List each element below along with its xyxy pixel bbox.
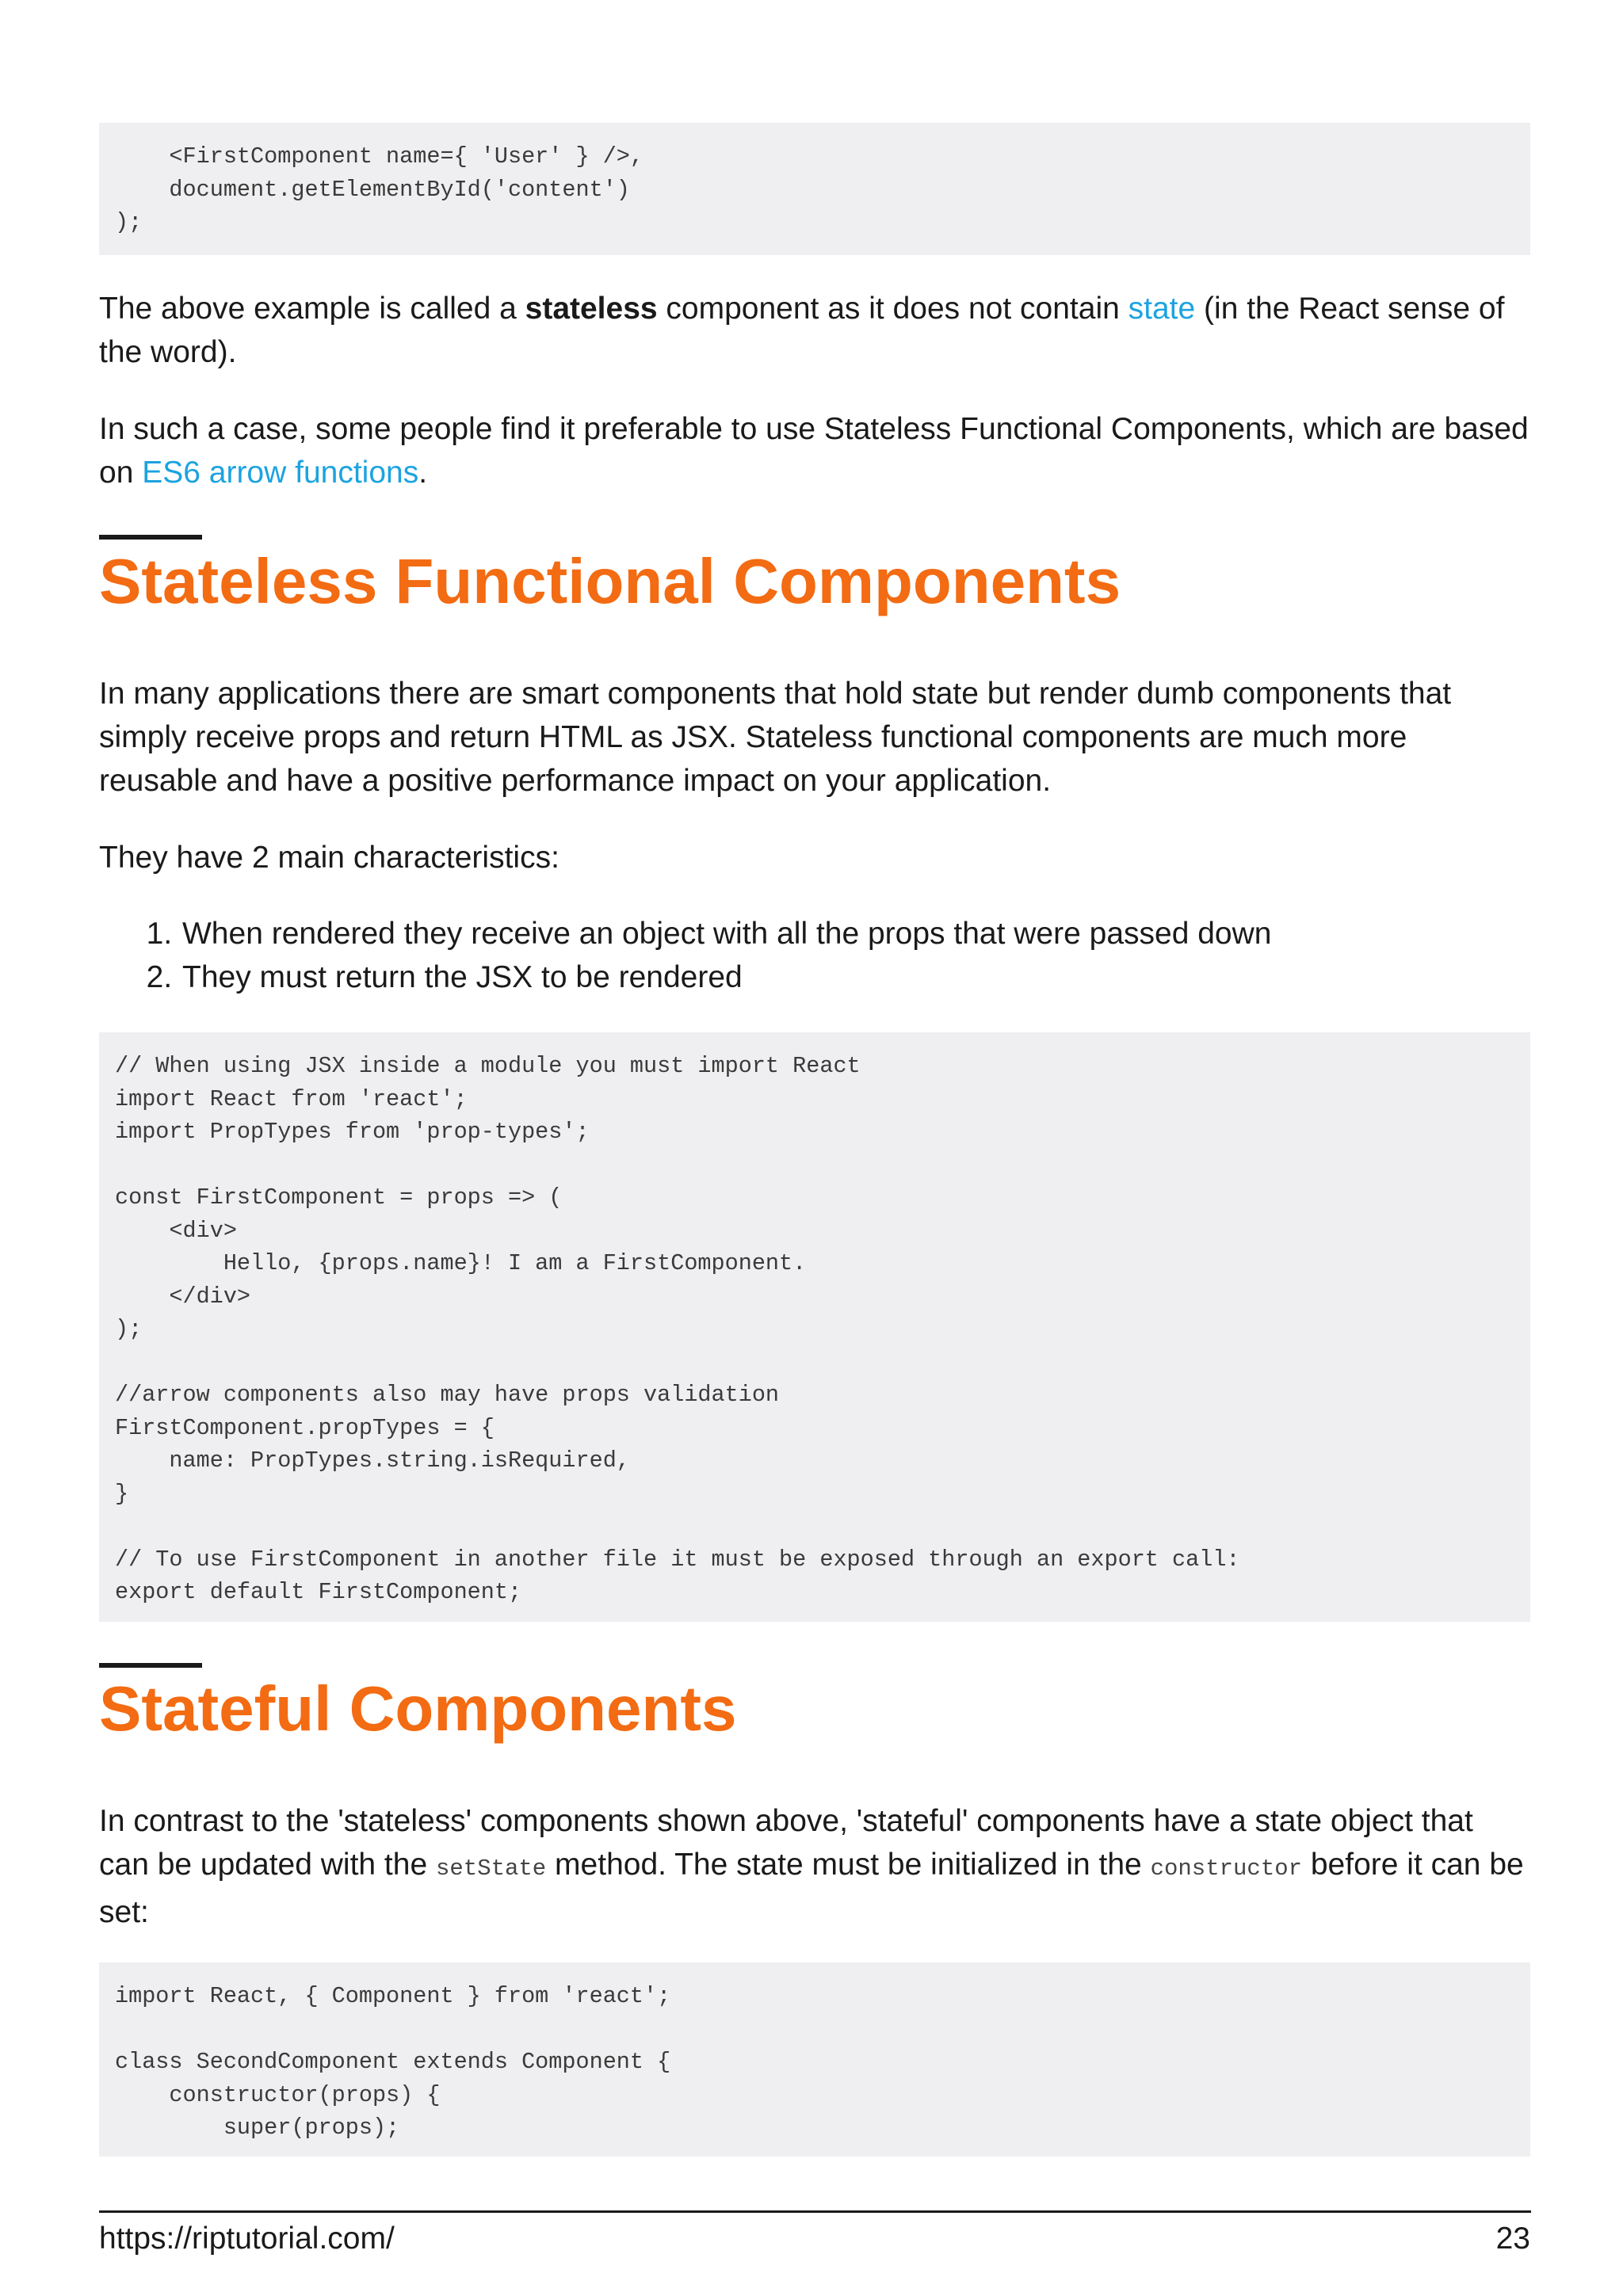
inline-code-setstate: setState — [435, 1855, 547, 1882]
paragraph-characteristics: They have 2 main characteristics: — [99, 841, 559, 875]
bold-text: stateless — [525, 292, 658, 326]
heading-stateless-functional-components: Stateless Functional Components — [99, 546, 1121, 616]
paragraph-stateful-intro — [99, 1799, 1530, 1934]
code-block-1: <FirstComponent name={ 'User' } />, document.getElementById('content') ); — [99, 123, 1530, 255]
inline-code-constructor: constructor — [1150, 1855, 1303, 1882]
list-item: 2. They must return the JSX to be rendered — [181, 955, 1271, 999]
characteristics-list — [99, 912, 1271, 999]
text: before it can be set: — [99, 1848, 1524, 1929]
text: The above example is called a — [99, 292, 525, 326]
footer-url[interactable]: https://riptutorial.com/ — [99, 2222, 395, 2256]
code-block-2: // When using JSX inside a module you must import React import React from 'react'; import PropTypes from 'prop-types'; const FirstComponent = props => ( <div> Hello, {props.name}! I am a FirstComponent. </div> ); //arrow components also may have props validation FirstComponent.propTypes = { name: PropTypes.string.isRequired, } // To use FirstComponent in another file it must be exposed through an export call: export default FirstComponent; — [99, 1032, 1530, 1622]
heading-stateful-components: Stateful Components — [99, 1673, 737, 1744]
text: In contrast to the 'stateless' components shown above, 'stateful' components have a state object that can be updated with the — [99, 1804, 1473, 1882]
text: In such a case, some people find it preferable to use Stateless Functional Components, which are based on — [99, 412, 1529, 490]
paragraph-smart-dumb: In many applications there are smart components that hold state but render dumb components that simply receive props and return HTML as JSX. Stateless functional components are much more reusable and have a positive performance impact on your application. — [99, 677, 1452, 798]
state-link[interactable]: state — [1128, 292, 1196, 326]
text: method. The state must be initialized in the — [546, 1848, 1151, 1882]
text: (in the React sense of the word). — [99, 292, 1505, 369]
list-item: 1. When rendered they receive an object with all the props that were passed down — [181, 912, 1271, 955]
text: . — [418, 456, 428, 490]
heading-rule — [99, 535, 202, 540]
paragraph-stateless-intro — [99, 287, 1530, 374]
paragraph-sfc-preference — [99, 407, 1530, 494]
text: component as it does not contain — [657, 292, 1128, 326]
es6-arrow-functions-link[interactable]: ES6 arrow functions — [142, 456, 419, 490]
heading-rule — [99, 1663, 202, 1668]
footer-divider — [99, 2210, 1531, 2213]
code-block-3: import React, { Component } from 'react'; class SecondComponent extends Component { constructor(props) { super(props); — [99, 1962, 1530, 2157]
page-number: 23 — [1495, 2222, 1530, 2256]
